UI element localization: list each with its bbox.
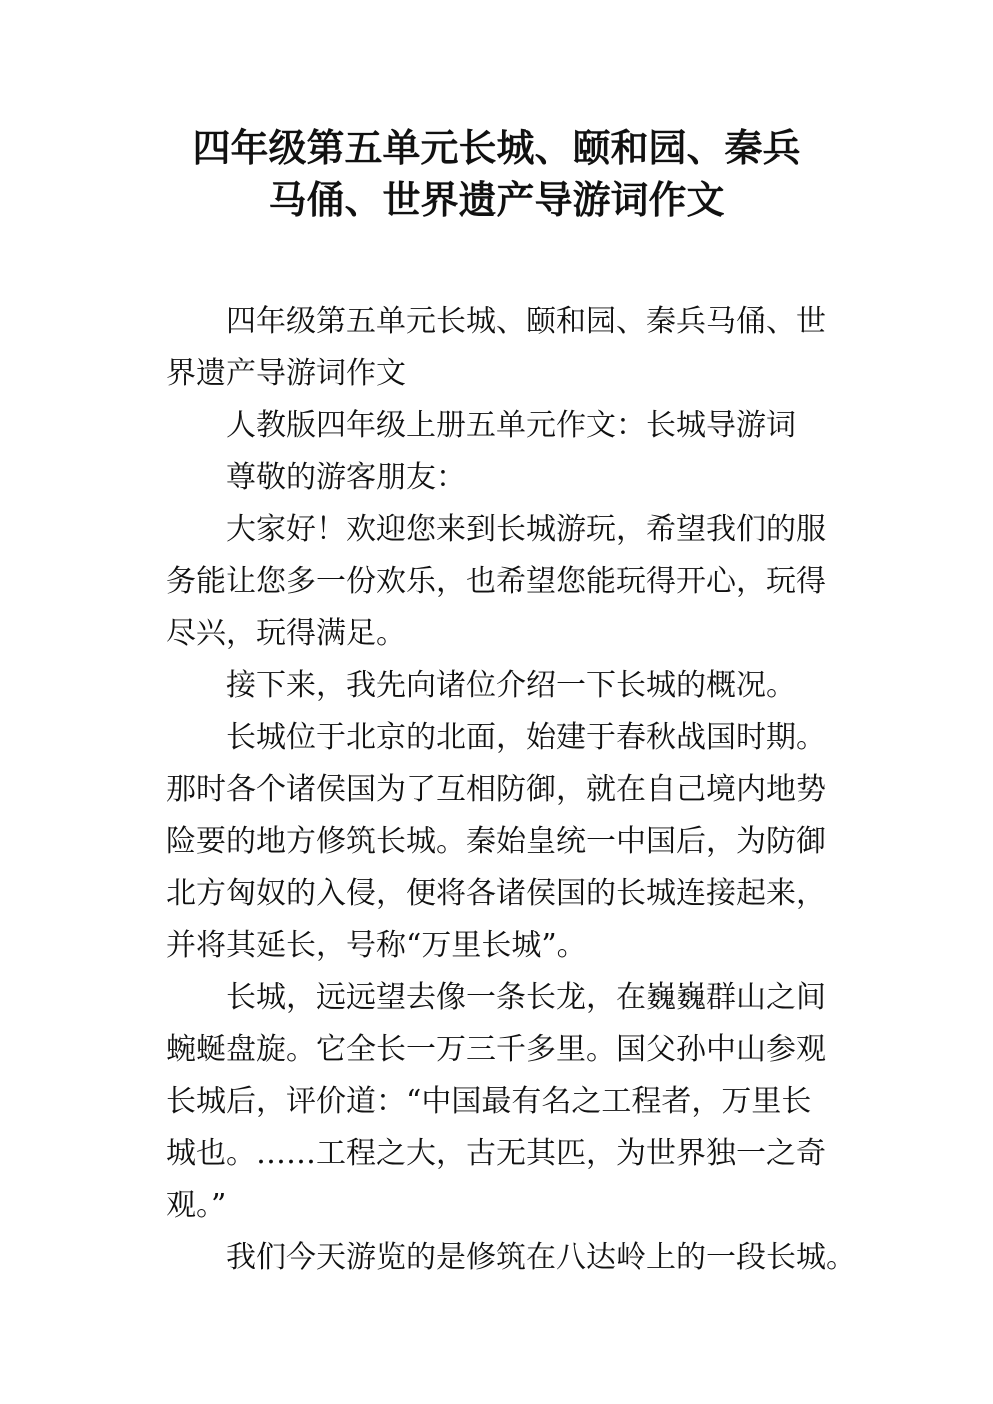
paragraph (166, 712, 846, 972)
text-line: 大家好！欢迎您来到长城游玩，希望我们的服 (226, 512, 826, 547)
text-line: 我们今天游览的是修筑在八达岭上的一段长城。 (226, 1240, 856, 1275)
paragraph (166, 452, 846, 504)
text-line: 务能让您多一份欢乐，也希望您能玩得开心，玩得 (166, 564, 826, 599)
text-line: 尊敬的游客朋友： (226, 460, 466, 495)
text-line: 北方匈奴的入侵，便将各诸侯国的长城连接起来， (166, 876, 826, 911)
paragraph (166, 296, 846, 400)
paragraph (166, 504, 846, 660)
text-line: 尽兴，玩得满足。 (166, 616, 406, 651)
text-line: 那时各个诸侯国为了互相防御，就在自己境内地势 (166, 772, 826, 807)
text-line: 长城位于北京的北面，始建于春秋战国时期。 (226, 720, 826, 755)
document-title (0, 122, 993, 226)
text-line: 四年级第五单元长城、颐和园、秦兵马俑、世 (226, 304, 826, 339)
text-line: 长城，远远望去像一条长龙，在巍巍群山之间 (226, 980, 826, 1015)
text-line: 险要的地方修筑长城。秦始皇统一中国后，为防御 (166, 824, 826, 859)
title-line: 马俑、世界遗产导游词作文 (268, 178, 725, 222)
text-line: 并将其延长，号称“万里长城”。 (166, 928, 587, 963)
text-line: 人教版四年级上册五单元作文：长城导游词 (226, 408, 796, 443)
text-line: 界遗产导游词作文 (166, 356, 406, 391)
text-line: 城也。……工程之大，古无其匹，为世界独一之奇 (166, 1136, 826, 1171)
document-body (166, 296, 856, 1284)
text-line: 观。” (166, 1188, 227, 1223)
title-line: 四年级第五单元长城、颐和园、秦兵 (192, 126, 801, 170)
paragraph (166, 972, 846, 1232)
text-line: 接下来，我先向诸位介绍一下长城的概况。 (226, 668, 796, 703)
paragraph (166, 400, 846, 452)
paragraph (166, 1232, 856, 1284)
paragraph (166, 660, 846, 712)
text-line: 蜿蜒盘旋。它全长一万三千多里。国父孙中山参观 (166, 1032, 826, 1067)
text-line: 长城后，评价道：“中国最有名之工程者，万里长 (166, 1084, 812, 1119)
